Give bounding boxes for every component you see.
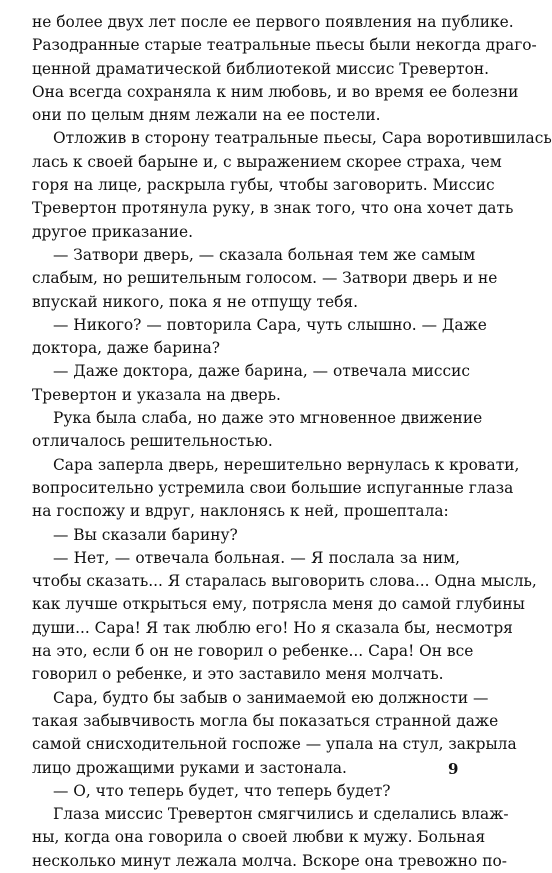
text-line: лась к своей барыне и, с выражением скорее страха, чем xyxy=(32,152,502,171)
text-line: самой снисходительной госпоже — упала на стул, закрыла xyxy=(32,735,517,754)
text-line: ценной драматической библиотекой миссис Тревертон. xyxy=(32,59,490,78)
text-line: они по целым дням лежали на ее постели. xyxy=(32,106,381,125)
text-line: лицо дрожащими руками и застонала. xyxy=(32,758,347,777)
text-line: чтобы сказать... Я старалась выговорить слова... Одна мысль, xyxy=(32,572,537,591)
text-line: — Затвори дверь, — сказала больная тем же самым xyxy=(53,245,476,264)
text-line: — О, что теперь будет, что теперь будет? xyxy=(53,781,391,800)
text-line: доктора, даже барина? xyxy=(32,339,221,358)
text-line: на госпожу и вдруг, наклонясь к ней, прошептала: xyxy=(32,502,449,521)
text-line: такая забывчивость могла бы показаться странной даже xyxy=(32,711,499,730)
text-line: души... Сара! Я так люблю его! Но я сказала бы, несмотря xyxy=(32,618,513,637)
body-text xyxy=(32,11,552,873)
text-line: слабым, но решительным голосом. — Затвори дверь и не xyxy=(32,269,498,288)
text-line: — Никого? — повторила Сара, чуть слышно. — Даже xyxy=(53,315,487,334)
text-line: впускай никого, пока я не отпущу тебя. xyxy=(32,292,358,311)
text-line: Рука была слаба, но даже это мгновенное движение xyxy=(53,409,483,428)
text-line: вопросительно устремила свои большие испуганные глаза xyxy=(32,478,514,497)
text-line: другое приказание. xyxy=(32,222,193,241)
text-line: как лучше открыться ему, потрясла меня до самой глубины xyxy=(32,595,525,614)
text-line: отличалось решительностью. xyxy=(32,432,273,451)
text-line: несколько минут лежала молча. Вскоре она тревожно по- xyxy=(32,851,507,870)
text-line: Она всегда сохраняла к ним любовь, и во время ее болезни xyxy=(32,82,519,101)
text-line: Тревертон и указала на дверь. xyxy=(32,385,281,404)
text-line: Сара, будто бы забыв о занимаемой ею должности — xyxy=(53,688,489,707)
text-line: Глаза миссис Тревертон смягчились и сделались влаж- xyxy=(53,805,509,824)
text-line: не более двух лет после ее первого появления на публике. xyxy=(32,13,514,31)
text-line: — Вы сказали барину? xyxy=(53,525,238,544)
text-line: Сара заперла дверь, нерешительно вернулась к кровати, xyxy=(53,455,520,474)
text-line: Разодранные старые театральные пьесы были некогда драго- xyxy=(32,36,537,55)
page-number: 9 xyxy=(448,760,459,778)
text-line: говорил о ребенке, и это заставило меня молчать. xyxy=(32,665,444,684)
text-line: на это, если б он не говорил о ребенке... Сара! Он все xyxy=(32,642,474,661)
text-line: Отложив в сторону театральные пьесы, Сара воротившилась xyxy=(53,129,552,148)
text-line: — Нет, — отвечала больная. — Я послала за ним, xyxy=(53,548,460,567)
text-line: — Даже доктора, даже барина, — отвечала миссис xyxy=(53,362,471,381)
text-line: горя на лице, раскрыла губы, чтобы заговорить. Миссис xyxy=(32,176,495,195)
text-line: ны, когда она говорила о своей любви к мужу. Больная xyxy=(32,828,486,847)
text-line: Тревертон протянула руку, в знак того, что она хочет дать xyxy=(32,199,514,218)
